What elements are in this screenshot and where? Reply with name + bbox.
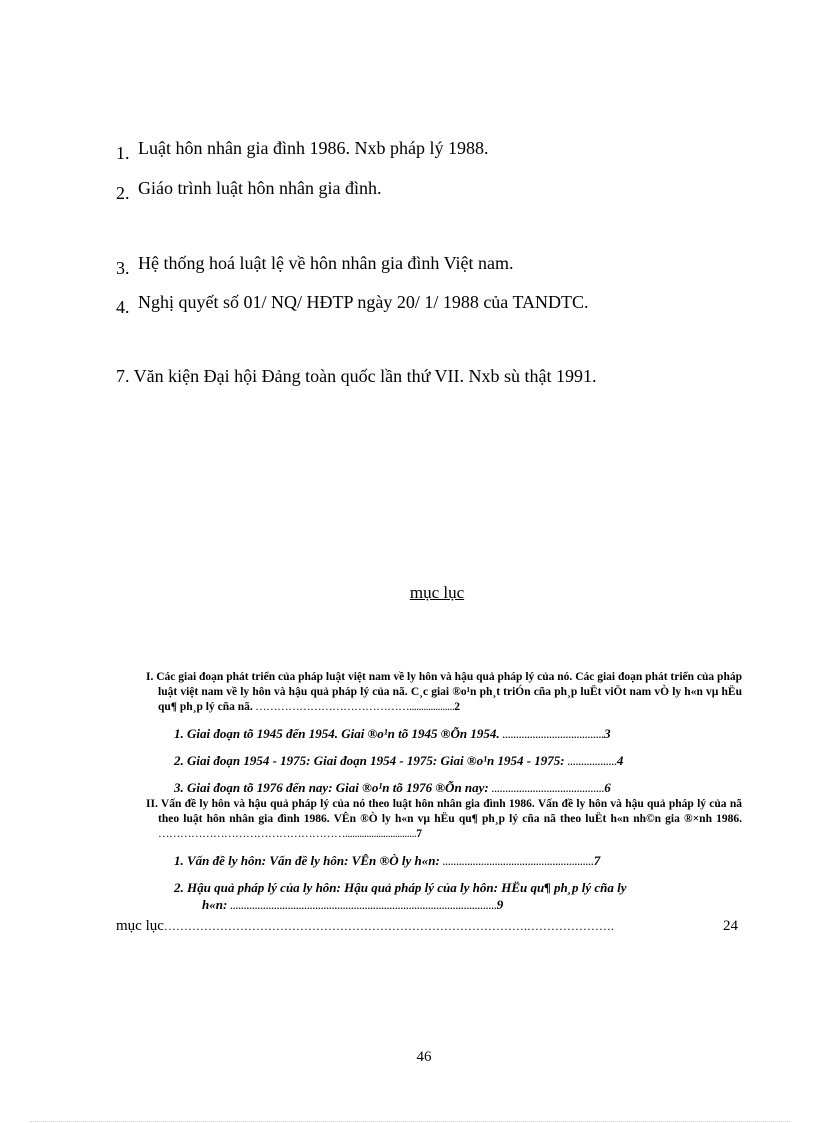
reference-text: Luật hôn nhân gia đình 1986. Nxb pháp lý 1988.: [138, 138, 489, 158]
toc-page: 7: [593, 853, 601, 868]
toc-heading: mục lục: [409, 583, 465, 602]
toc-entry[interactable]: 2. Hậu quả pháp lý của ly hôn: Hậu quả pháp lý của ly hôn: HËu qu¶ ph¸p lý cña ly h«n: .................................................................................................9: [174, 880, 627, 912]
reference-text: 7. Văn kiện Đại hội Đảng toàn quốc lần thứ VII. Nxb sù thật 1991.: [116, 366, 597, 386]
page-number: 46: [416, 1049, 432, 1065]
toc-entry[interactable]: 1. Giai đoạn tõ 1945 đến 1954. Giai ®o¹n tõ 1945 ®Õn 1954. .....................................3: [174, 726, 611, 741]
toc-page: 4: [616, 753, 624, 768]
toc-page: 6: [604, 780, 611, 795]
toc-entry[interactable]: II. Vấn đề ly hôn và hậu quả pháp lý của nó theo luật hôn nhân gia đình 1986. Vấn đề ly hôn và hậu quả pháp lý của nã theo luật hôn nhân gia đình 1986. VÊn ®Ò ly h«n vµ hËu qu¶ ph¸p lý cña nã theo luËt h«n nh©n gia ®×nh 1986. ……………………………………………..............................7: [146, 798, 742, 840]
toc-page: 2: [454, 701, 460, 713]
toc-block: [146, 670, 742, 806]
reference-item: [116, 366, 597, 387]
reference-item: 2. Giáo trình luật hôn nhân gia đình.: [116, 178, 382, 203]
reference-item: 4. Nghị quyết số 01/ NQ/ HĐTP ngày 20/ 1/ 1988 của TANDTC.: [116, 292, 589, 317]
reference-text: Giáo trình luật hôn nhân gia đình.: [138, 178, 382, 198]
reference-item: 3. Hệ thống hoá luật lệ về hôn nhân gia đình Việt nam.: [116, 253, 514, 278]
toc-page: 7: [416, 828, 422, 840]
toc-page: 9: [496, 897, 504, 912]
toc-page: 3: [604, 726, 611, 741]
toc-entry[interactable]: I. Các giai đoạn phát triển của pháp luật việt nam về ly hôn và hậu quả pháp lý của nó. Các giai đoạn phát triển của pháp luật việt nam về ly hôn và hậu quả pháp lý của nã. C¸c giai ®o¹n ph¸t triÓn cña ph¸p luËt viÖt nam vÒ ly h«n vµ hËu qu¶ ph¸p lý cña nã. ……………………………………...................2: [146, 671, 742, 713]
toc-page: 24: [723, 918, 738, 934]
reference-text: Hệ thống hoá luật lệ về hôn nhân gia đình Việt nam.: [138, 253, 514, 273]
toc-final-line[interactable]: mục lục……………………………………………………………………………….…………………. 24: [116, 918, 738, 934]
toc-entry[interactable]: 3. Giai đoạn tõ 1976 đến nay: Giai ®o¹n tõ 1976 ®Õn nay: .........................................6: [174, 780, 611, 795]
toc-entry[interactable]: 2. Giai đoạn 1954 - 1975: Giai đoạn 1954 - 1975: Giai ®o¹n 1954 - 1975: ..................4: [174, 753, 624, 768]
toc-entry[interactable]: 1. Vấn đề ly hôn: Vấn đề ly hôn: VÊn ®Ò ly h«n: .......................................................7: [174, 853, 601, 868]
reference-item: 1. Luật hôn nhân gia đình 1986. Nxb pháp lý 1988.: [116, 138, 489, 163]
toc-block: [146, 797, 742, 923]
bottom-divider: [30, 1121, 790, 1122]
reference-text: Nghị quyết số 01/ NQ/ HĐTP ngày 20/ 1/ 1988 của TANDTC.: [138, 292, 589, 312]
